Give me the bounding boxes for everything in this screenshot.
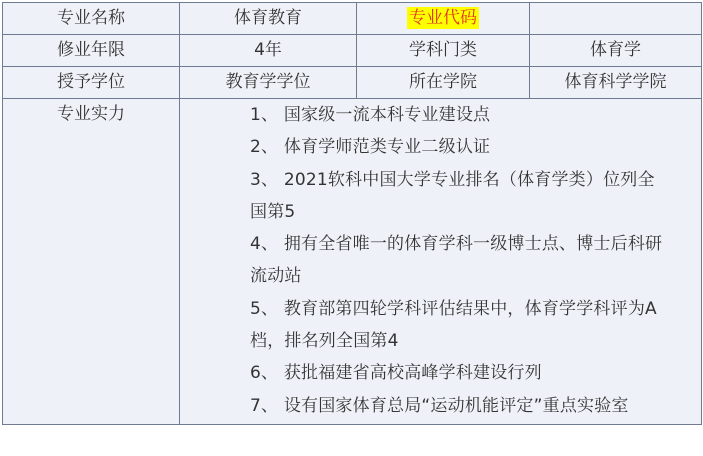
table-row <box>3 67 702 99</box>
major-strength-label: 专业实力 <box>3 99 180 425</box>
college-value: 体育科学学院 <box>530 67 702 99</box>
table-row <box>3 3 702 35</box>
list-item: 1、 国家级一流本科专业建设点 <box>250 105 491 125</box>
degree-value: 教育学学位 <box>180 67 357 99</box>
list-item: 5、 教育部第四轮学科评估结果中，体育学学科评为A档，排名列全国第4 <box>250 298 657 352</box>
study-years-value: 4年 <box>180 35 357 67</box>
list-item: 6、 获批福建省高校高峰学科建设行列 <box>250 363 542 384</box>
discipline-category-value: 体育学 <box>530 35 702 67</box>
college-label: 所在学院 <box>357 67 530 99</box>
table-row <box>3 35 702 67</box>
major-strength-cell <box>180 99 702 425</box>
list-item: 3、 2021软科中国大学专业排名（体育学类）位列全国第5 <box>250 169 655 222</box>
major-info-table <box>2 2 702 425</box>
major-code-value <box>530 3 702 35</box>
major-code-label: 专业代码 <box>409 8 477 28</box>
table-row <box>3 99 702 425</box>
degree-label: 授予学位 <box>3 67 180 99</box>
list-item: 7、 设有国家体育总局“运动机能评定”重点实验室 <box>250 395 629 416</box>
list-item: 2、 体育学师范类专业二级认证 <box>250 137 491 158</box>
major-strength-list <box>180 99 670 422</box>
major-name-label: 专业名称 <box>3 3 180 35</box>
study-years-label: 修业年限 <box>3 35 180 67</box>
list-item: 4、 拥有全省唯一的体育学科一级博士点、博士后科研流动站 <box>250 234 663 287</box>
major-name-value: 体育教育 <box>180 3 357 35</box>
major-code-label-cell <box>357 3 530 35</box>
discipline-category-label: 学科门类 <box>357 35 530 67</box>
